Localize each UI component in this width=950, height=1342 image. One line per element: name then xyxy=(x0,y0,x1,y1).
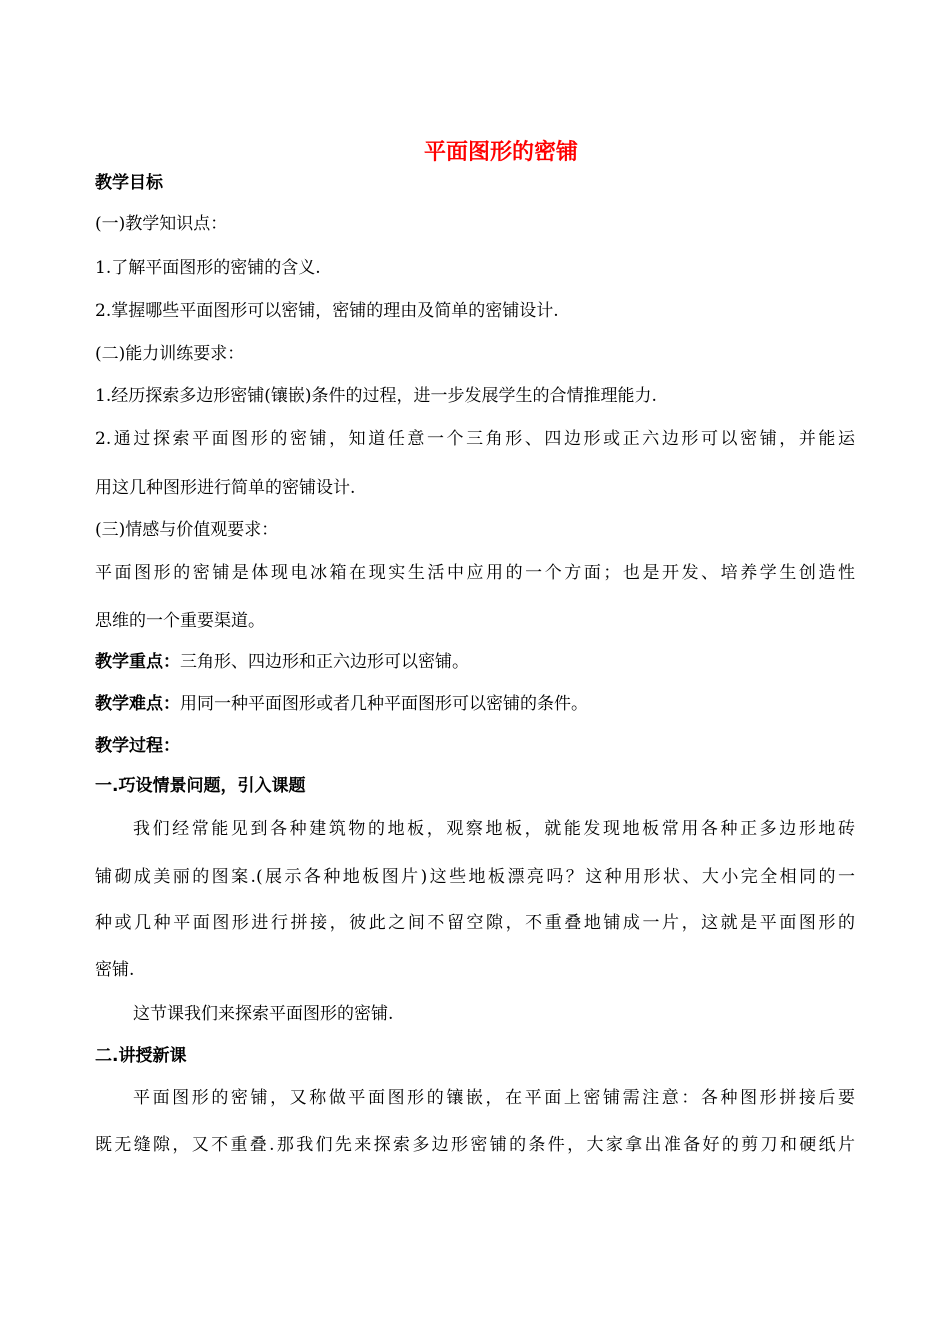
section-1-paragraph-1-line-3: 种或几种平面图形进行拼接，彼此之间不留空隙，不重叠地铺成一片，这就是平面图形的 xyxy=(95,913,855,933)
ability-item-2-line-1: 2.通过探索平面图形的密铺，知道任意一个三角形、四边形或正六边形可以密铺，并能运 xyxy=(95,429,855,449)
ability-item-1: 1.经历探索多边形密铺(镶嵌)条件的过程，进一步发展学生的合情推理能力. xyxy=(95,386,657,406)
emotion-line-2: 思维的一个重要渠道。 xyxy=(95,611,265,631)
difficulty-text: 用同一种平面图形或者几种平面图形可以密铺的条件。 xyxy=(180,694,588,714)
section-1-paragraph-2: 这节课我们来探索平面图形的密铺. xyxy=(133,1004,394,1024)
knowledge-item-1: 1.了解平面图形的密铺的含义. xyxy=(95,258,321,278)
difficulty-label: 教学难点： xyxy=(95,694,180,714)
difficulty-row xyxy=(95,692,855,716)
section-1-paragraph-1-line-4: 密铺. xyxy=(95,960,135,980)
document-title: 平面图形的密铺 xyxy=(423,140,578,165)
ability-heading: (二)能力训练要求： xyxy=(95,344,245,364)
section-1-paragraph-1-line-2: 铺砌成美丽的图案.(展示各种地板图片)这些地板漂亮吗？这种用形状、大小完全相同的一 xyxy=(95,867,855,887)
section-1-heading: 一.巧设情景问题，引入课题 xyxy=(95,776,306,796)
key-point-text: 三角形、四边形和正六边形可以密铺。 xyxy=(180,652,469,672)
key-point-label: 教学重点： xyxy=(95,652,180,672)
section-2-heading: 二.讲授新课 xyxy=(95,1046,187,1066)
process-heading: 教学过程： xyxy=(95,736,180,756)
key-point-row xyxy=(95,650,855,674)
ability-item-2-line-2: 用这几种图形进行简单的密铺设计. xyxy=(95,478,356,498)
objectives-heading: 教学目标 xyxy=(95,173,163,193)
section-2-paragraph-1-line-1: 平面图形的密铺，又称做平面图形的镶嵌，在平面上密铺需注意：各种图形拼接后要 xyxy=(133,1088,855,1108)
knowledge-heading: (一)教学知识点： xyxy=(95,214,228,234)
emotion-heading: (三)情感与价值观要求： xyxy=(95,520,279,540)
section-2-paragraph-1-line-2: 既无缝隙，又不重叠.那我们先来探索多边形密铺的条件，大家拿出准备好的剪刀和硬纸片 xyxy=(95,1135,855,1155)
knowledge-item-2: 2.掌握哪些平面图形可以密铺，密铺的理由及简单的密铺设计. xyxy=(95,301,559,321)
emotion-line-1: 平面图形的密铺是体现电冰箱在现实生活中应用的一个方面；也是开发、培养学生创造性 xyxy=(95,563,855,583)
section-1-paragraph-1-line-1: 我们经常能见到各种建筑物的地板，观察地板，就能发现地板常用各种正多边形地砖 xyxy=(133,819,855,839)
